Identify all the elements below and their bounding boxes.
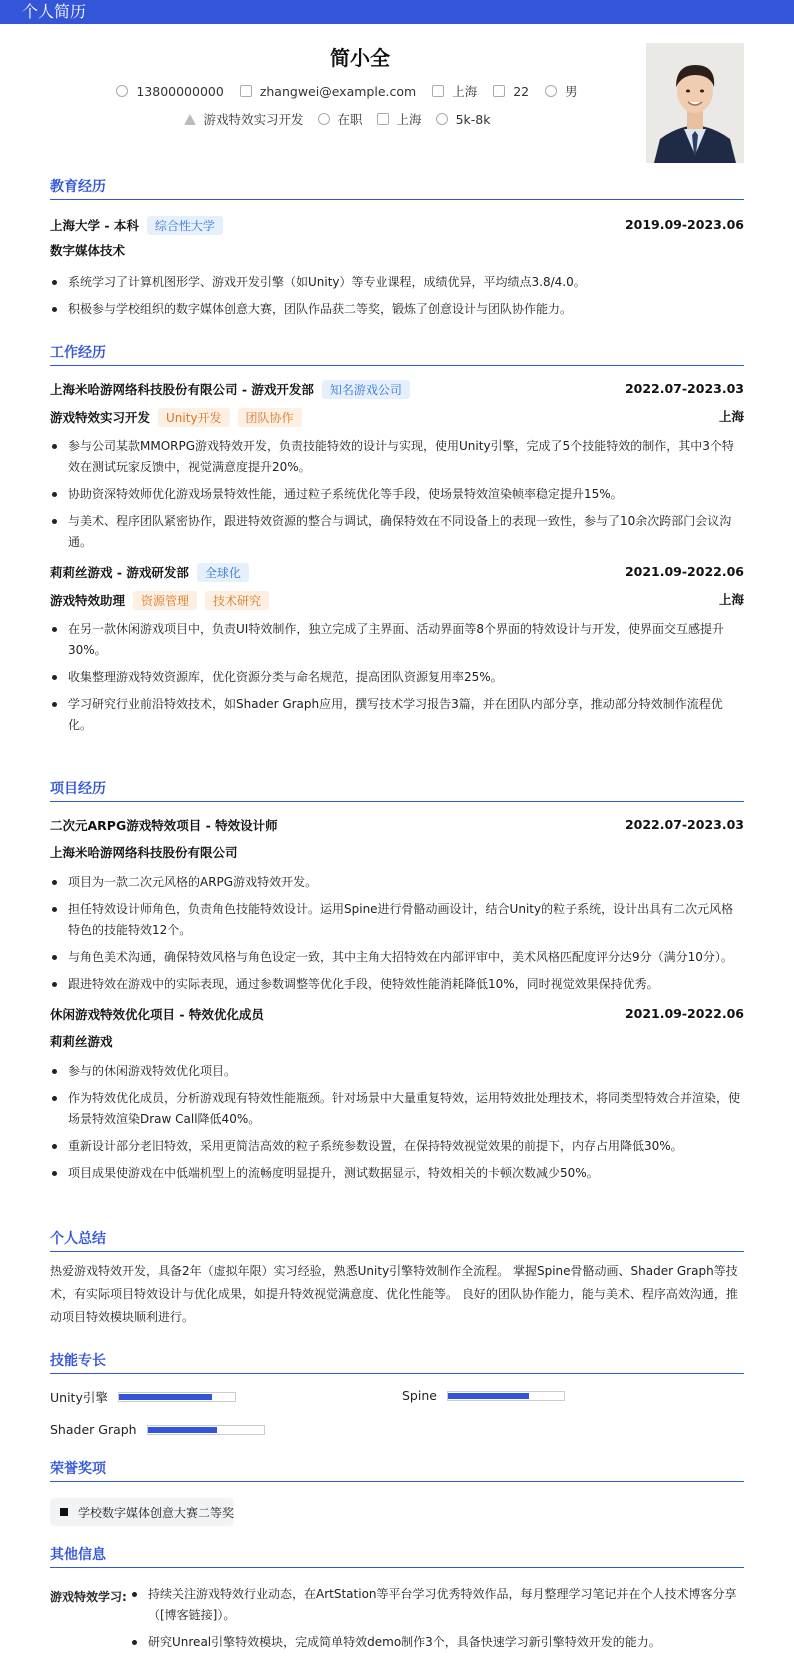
resume-title: 个人简历 <box>22 2 87 21</box>
list-item: 作为特效优化成员，分析游戏现有特效性能瓶颈。针对场景中大量重复特效，运用特效批处理技术，将同类型特效合并渲染，使场景特效渲染Draw Call降低40%。 <box>50 1088 744 1130</box>
education-bullets <box>50 272 744 320</box>
list-item: 参与公司某款MMORPG游戏特效开发，负责技能特效的设计与实现，使用Unity引擎，完成了5个技能特效的制作，其中3个特效在测试玩家反馈中，视觉满意度提升20%。 <box>50 436 744 478</box>
skill-item <box>402 1388 565 1403</box>
list-item: 重新设计部分老旧特效，采用更简洁高效的粒子系统参数设置，在保持特效视觉效果的前提下，内存占用降低30%。 <box>50 1136 744 1157</box>
projects-section <box>50 778 744 1190</box>
list-item: 收集整理游戏特效资源库，优化资源分类与命名规范，提高团队资源复用率25%。 <box>50 667 744 688</box>
list-item: 积极参与学校组织的数字媒体创意大赛，团队作品获二等奖，锻炼了创意设计与团队协作能力。 <box>50 299 744 320</box>
skill-name: Unity引擎 <box>50 1390 108 1405</box>
work-section <box>50 342 744 742</box>
skill-item <box>50 1422 265 1437</box>
list-item: 跟进特效在游戏中的实际表现，通过参数调整等优化手段，使特效性能消耗降低10%，同时视觉效果保持优秀。 <box>50 974 744 995</box>
company-tag: 知名游戏公司 <box>322 380 410 399</box>
skills-section <box>50 1350 744 1374</box>
mail-icon <box>240 85 252 97</box>
role-tag: 资源管理 <box>133 591 197 610</box>
money-icon <box>436 113 448 125</box>
award-item <box>50 1498 234 1526</box>
project-name: 休闲游戏特效优化项目 - 特效优化成员 <box>50 1007 264 1022</box>
education-section <box>50 176 744 326</box>
major: 数字媒体技术 <box>50 243 126 258</box>
education-row <box>50 212 744 238</box>
list-item: 担任特效设计师角色，负责角色技能特效设计。运用Spine进行骨骼动画设计，结合Unity的粒子系统，设计出具有二次元风格特色的技能特效12个。 <box>50 899 744 941</box>
project-org: 莉莉丝游戏 <box>50 1034 113 1049</box>
city-item <box>432 82 477 100</box>
list-item: 项目为一款二次元风格的ARPG游戏特效开发。 <box>50 872 744 893</box>
company-name: 莉莉丝游戏 - 游戏研发部 <box>50 565 189 580</box>
status-value: 在职 <box>337 112 363 127</box>
gender-value: 男 <box>565 84 578 99</box>
school-tag: 综合性大学 <box>147 216 223 235</box>
work-location: 上海 <box>718 592 744 607</box>
role-tag: 技术研究 <box>205 591 269 610</box>
salary-value: 5k-8k <box>455 111 491 127</box>
role-tag: 团队协作 <box>238 408 302 427</box>
honors-title: 荣誉奖项 <box>50 1458 744 1482</box>
skill-name: Shader Graph <box>50 1422 137 1437</box>
salary-item <box>436 110 491 128</box>
work-date: 2022.07-2023.03 <box>624 381 744 396</box>
target-city-value: 上海 <box>396 112 422 127</box>
cake-icon <box>493 85 505 97</box>
work-bullets <box>50 436 744 553</box>
skill-bar-fill <box>448 1393 529 1399</box>
other-title: 其他信息 <box>50 1544 744 1568</box>
work-date: 2021.09-2022.06 <box>624 564 744 579</box>
work-location: 上海 <box>718 409 744 424</box>
project-name: 二次元ARPG游戏特效项目 - 特效设计师 <box>50 818 278 833</box>
skill-bar <box>447 1391 565 1401</box>
candidate-name: 简小全 <box>330 46 390 70</box>
target-job-item <box>184 110 304 128</box>
award-name: 学校数字媒体创意大赛二等奖 <box>78 1505 235 1520</box>
honors-section <box>50 1458 744 1482</box>
resume-title-bar <box>0 0 794 24</box>
list-item: 学习研究行业前沿特效技术，如Shader Graph应用，撰写技术学习报告3篇，并在团队内部分享，推动部分特效制作流程优化。 <box>50 694 744 736</box>
email-value: zhangwei@example.com <box>259 83 417 99</box>
project-row <box>50 812 744 838</box>
phone-item <box>116 82 223 100</box>
other-bullets <box>130 1584 744 1659</box>
summary-title: 个人总结 <box>50 1228 744 1252</box>
skill-name: Spine <box>402 1388 437 1403</box>
other-label: 游戏特效学习: <box>50 1590 127 1604</box>
status-icon <box>318 113 330 125</box>
list-item: 研究Unreal引擎特效模块，完成简单特效demo制作3个，具备快速学习新引擎特效开发的能力。 <box>130 1632 744 1653</box>
gender-icon <box>545 85 557 97</box>
square-bullet-icon <box>60 1508 68 1516</box>
list-item: 与美术、程序团队紧密协作，跟进特效资源的整合与调试，确保特效在不同设备上的表现一致性，参与了10余次跨部门会议沟通。 <box>50 511 744 553</box>
role-name: 游戏特效助理 <box>50 593 126 608</box>
email-item <box>240 82 416 100</box>
skill-bar-fill <box>148 1427 218 1433</box>
work-role-row <box>50 404 744 430</box>
skill-bar <box>147 1425 265 1435</box>
age-value: 22 <box>513 83 530 99</box>
status-item <box>318 110 363 128</box>
company-name: 上海米哈游网络科技股份有限公司 - 游戏开发部 <box>50 382 314 397</box>
company-tag: 全球化 <box>197 563 249 582</box>
work-title: 工作经历 <box>50 342 744 366</box>
project-bullets <box>50 872 744 995</box>
projects-title: 项目经历 <box>50 778 744 802</box>
project-date: 2022.07-2023.03 <box>624 817 744 832</box>
work-row <box>50 559 744 585</box>
education-date: 2019.09-2023.06 <box>624 217 744 232</box>
summary-section <box>50 1228 744 1329</box>
city-value: 上海 <box>452 84 478 99</box>
school-name: 上海大学 - 本科 <box>50 218 139 233</box>
summary-text: 热爱游戏特效开发，具备2年（虚拟年限）实习经验，熟悉Unity引擎特效制作全流程。 掌握Spine骨骼动画、Shader Graph等技术，有实际项目特效设计与优化成果，如提升特效视觉满意度、优化性能等。 良好的团队协作能力，能与美术、程序高效沟通，推动项目特效模块顺利进行。 <box>50 1264 738 1324</box>
project-bullets <box>50 1061 744 1184</box>
work-role-row <box>50 587 744 613</box>
role-tag: Unity开发 <box>158 408 230 427</box>
list-item: 在另一款休闲游戏项目中，负责UI特效制作，独立完成了主界面、活动界面等8个界面的特效设计与开发，使界面交互感提升30%。 <box>50 619 744 661</box>
age-item <box>493 82 529 100</box>
work-bullets <box>50 619 744 736</box>
phone-icon <box>116 85 128 97</box>
list-item: 与角色美术沟通，确保特效风格与角色设定一致，其中主角大招特效在内部评审中，美术风格匹配度评分达9分（满分10分）。 <box>50 947 744 968</box>
building-icon <box>377 113 389 125</box>
skill-item <box>50 1388 236 1406</box>
project-row <box>50 1001 744 1027</box>
list-item: 持续关注游戏特效行业动态，在ArtStation等平台学习优秀特效作品，每月整理学习笔记并在个人技术博客分享（[博客链接]）。 <box>130 1584 744 1626</box>
gender-item <box>545 82 578 100</box>
education-title: 教育经历 <box>50 176 744 200</box>
work-row <box>50 376 744 402</box>
phone-value: 13800000000 <box>136 83 224 99</box>
list-item: 系统学习了计算机图形学、游戏开发引擎（如Unity）等专业课程，成绩优异，平均绩点3.8/4.0。 <box>50 272 744 293</box>
skills-title: 技能专长 <box>50 1350 744 1374</box>
other-section <box>50 1544 744 1568</box>
role-name: 游戏特效实习开发 <box>50 410 151 425</box>
skill-bar <box>118 1392 236 1402</box>
home-icon <box>432 85 444 97</box>
target-city-item <box>377 110 422 128</box>
profile-header <box>0 24 794 184</box>
target-job-value: 游戏特效实习开发 <box>203 112 304 127</box>
project-date: 2021.09-2022.06 <box>624 1006 744 1021</box>
send-icon <box>184 114 196 125</box>
list-item: 协助资深特效师优化游戏场景特效性能，通过粒子系统优化等手段，使场景特效渲染帧率稳定提升15%。 <box>50 484 744 505</box>
skill-bar-fill <box>119 1394 212 1400</box>
project-org: 上海米哈游网络科技股份有限公司 <box>50 845 238 860</box>
avatar-illustration <box>646 43 744 163</box>
list-item: 项目成果使游戏在中低端机型上的流畅度明显提升，测试数据显示，特效相关的卡顿次数减少50%。 <box>50 1163 744 1184</box>
list-item: 参与的休闲游戏特效优化项目。 <box>50 1061 744 1082</box>
profile-photo <box>646 43 744 163</box>
